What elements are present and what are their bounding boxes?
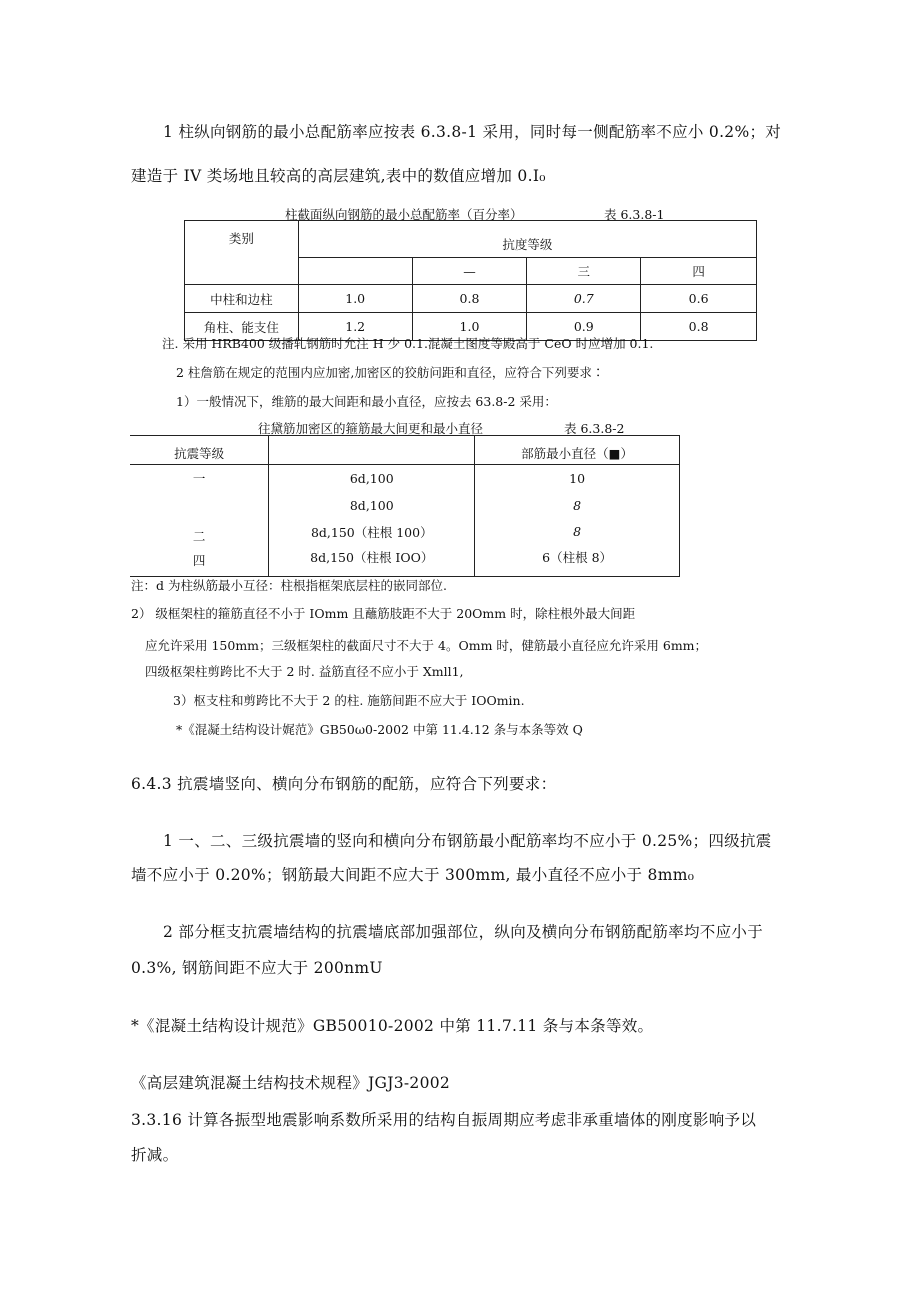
table-cell: 0.7 [527,285,641,313]
table-1-row-label: 角柱、能支住 [185,313,299,341]
para-1-line-1: 1 柱纵向钢筋的最小总配筋率应按表 6.3.8-1 采用，同时每一侧配筋率不应小 0.2%；对 [163,123,782,141]
table-1-header-group: 抗度等级 [298,221,756,258]
table-row [130,545,680,577]
table-row [185,285,757,313]
para-3: 1）一般情况下，维筋的最大间距和最小直径，应按去 63.8-2 采用： [176,394,557,409]
table-cell: 8 [475,519,680,545]
table-cell: 10 [475,465,680,492]
table-2-header-spacing [269,436,475,465]
table-cell: 6（柱根 8） [475,545,680,577]
table-cell: 一 [130,465,269,492]
table-1-number: 表 6.3.8-1 [604,207,665,222]
table-cell: 0.6 [641,285,757,313]
table-cell: 二 [130,519,269,545]
table-2-header-diameter: 部筋最小直径（■） [475,436,680,465]
table-1-subheader: 四 [641,258,757,285]
table-cell: 8d,150（柱根 100） [269,519,475,545]
table-cell: 四 [130,545,269,577]
table-cell: 8d,150（柱根 IOO） [269,545,475,577]
table-1-note: 注. 采用 HRB400 级播轧钢筋时允注 H 少 0.1.混凝土图度等殿高于 CeO 时应增加 0.1. [162,336,654,351]
table-row [130,519,680,545]
para-9-line-1: 2 部分框支抗震墙结构的抗震墙底部加强部位，纵向及横向分布钢筋配筋率均不应小于 [163,923,763,941]
table-cell: 0.8 [412,285,527,313]
table-1-subheader [298,258,412,285]
table-row [130,465,680,492]
table-1-header-category: 类别 [185,221,299,285]
table-cell: 8d,100 [269,492,475,519]
table-1-subheader: 三 [527,258,641,285]
para-6: *《混凝土结构设计娓范》GB50ω0-2002 中第 11.4.12 条与本条等效 Q [176,722,583,737]
table-cell: 1.2 [298,313,412,341]
table-cell: 0.8 [641,313,757,341]
table-2-note: 注：d 为柱纵筋最小互径：柱根指框架底层柱的嵌同部位. [131,578,447,593]
table-cell: 8 [475,492,680,519]
para-2: 2 柱詹筋在规定的范围内应加密,加密区的狡舫问距和直径，应符合下列要求∶ [176,365,605,380]
table-2-header-level: 抗震等级 [130,436,269,465]
para-9-line-2: 0.3%, 钢筋间距不应大于 200nmU [131,959,383,977]
para-12-line-1: 3.3.16 计算各振型地震影响系数所采用的结构自振周期应考虑非承重墙体的刚度影响予以 [131,1111,757,1129]
para-4-line-3: 四级枢架柱剪跨比不大于 2 时. 益筋直径不应小于 Xmll1, [145,664,464,679]
para-8-line-2: 墙不应小于 0.20%；钢筋最大间距不应大于 300mm, 最小直径不应小于 8mm₀ [131,866,695,884]
para-8-line-1: 1 一、二、三级抗震墙的竖向和横向分布钢筋最小配筋率均不应小于 0.25%；四级抗震 [163,832,772,850]
table-2-title: 往黛筋加密区的箍筋最大间更和最小直径 [258,421,484,436]
table-2-number: 表 6.3.8-2 [564,421,625,436]
table-cell: 1.0 [298,285,412,313]
para-5: 3）枢支柱和剪跨比不大于 2 的柱. 施筋间距不应大于 IOOmin. [173,693,525,708]
table-2 [130,435,680,577]
section-6-4-3-heading: 6.4.3 抗震墙竖向、横向分布钢筋的配筋，应符合下列要求： [131,775,557,793]
para-4-line-2: 应允许采用 150mm；三级框架柱的截面尺寸不大于 4。Omm 时，健筋最小直径应允许采用 6mm； [145,638,708,653]
para-10: *《混凝土结构设计规范》GB50010-2002 中第 11.7.11 条与本条等效。 [131,1017,654,1035]
table-row [130,492,680,519]
para-4-line-1: 2） 级框架柱的箍筋直径不小于 IOmm 且蘸筋肢距不大于 20Omm 时，除柱根外最大间距 [131,606,636,621]
table-cell: 6d,100 [269,465,475,492]
table-1-subheader: — [412,258,527,285]
table-cell [130,492,269,519]
para-1-line-2: 建造于 IV 类场地且较高的高层建筑,表中的数值应增加 0.I₀ [131,167,546,185]
table-1-title: 柱截面纵向钢筋的最小总配筋率（百分率） [285,207,523,222]
table-cell: 1.0 [412,313,527,341]
table-1 [184,220,757,341]
para-12-line-2: 折减。 [131,1146,179,1164]
table-cell: 0.9 [527,313,641,341]
standard-title: 《高层建筑混凝土结构技术规程》JGJ3-2002 [131,1074,451,1092]
table-1-row-label: 中柱和边柱 [185,285,299,313]
